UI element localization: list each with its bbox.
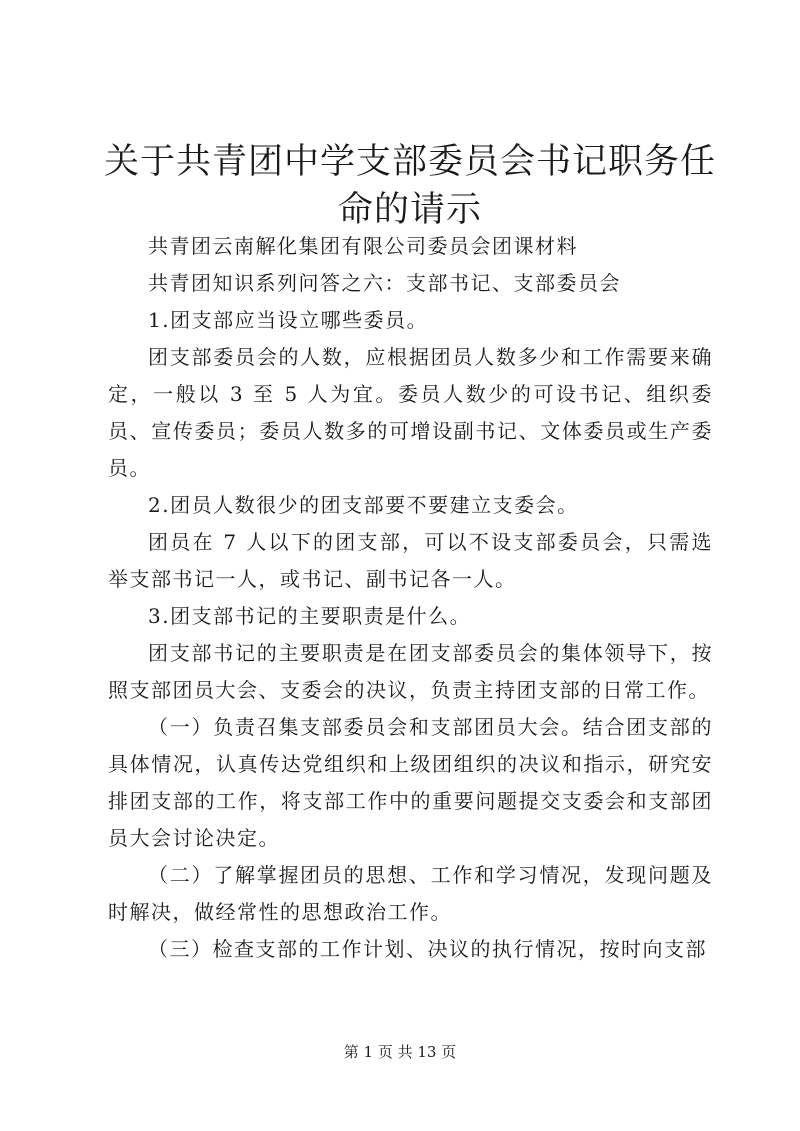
duty-item-3: （三）检查支部的工作计划、决议的执行情况，按时向支部: [148, 937, 707, 961]
paragraph-series-title: 共青团知识系列问答之六：支部书记、支部委员会: [148, 271, 621, 295]
answer-2: 团员在 7 人以下的团支部，可以不设支部委员会，只需选举支部书记一人，或书记、副书记各一人。: [108, 530, 713, 591]
paragraph-source: 共青团云南解化集团有限公司委员会团课材料: [148, 234, 578, 258]
duty-item-2: （二）了解掌握团员的思想、工作和学习情况，发现问题及时解决，做经常性的思想政治工作。: [108, 863, 713, 924]
duty-item-1: （一）负责召集支部委员会和支部团员大会。结合团支部的具体情况，认真传达党组织和上级团组织的决议和指示，研究安排团支部的工作，将支部工作中的重要问题提交支委会和支部团员大会讨论决定。: [108, 715, 713, 850]
answer-3: 团支部书记的主要职责是在团支部委员会的集体领导下，按照支部团员大会、支委会的决议，负责主持团支部的日常工作。: [108, 641, 713, 702]
document-body: [108, 228, 713, 968]
page-footer: 第 1 页 共 13 页: [343, 1043, 457, 1061]
question-2: 2.团员人数很少的团支部要不要建立支委会。: [148, 493, 579, 517]
document-title: 关于共青团中学支部委员会书记职务任命的请示: [103, 142, 716, 230]
question-1: 1.团支部应当设立哪些委员。: [148, 308, 429, 332]
question-3: 3.团支部书记的主要职责是什么。: [148, 604, 472, 628]
answer-1: 团支部委员会的人数，应根据团员人数多少和工作需要来确定，一般以 3 至 5 人为宜。委员人数少的可设书记、组织委员、宣传委员；委员人数多的可增设副书记、文体委员或生产委员。: [108, 345, 713, 480]
